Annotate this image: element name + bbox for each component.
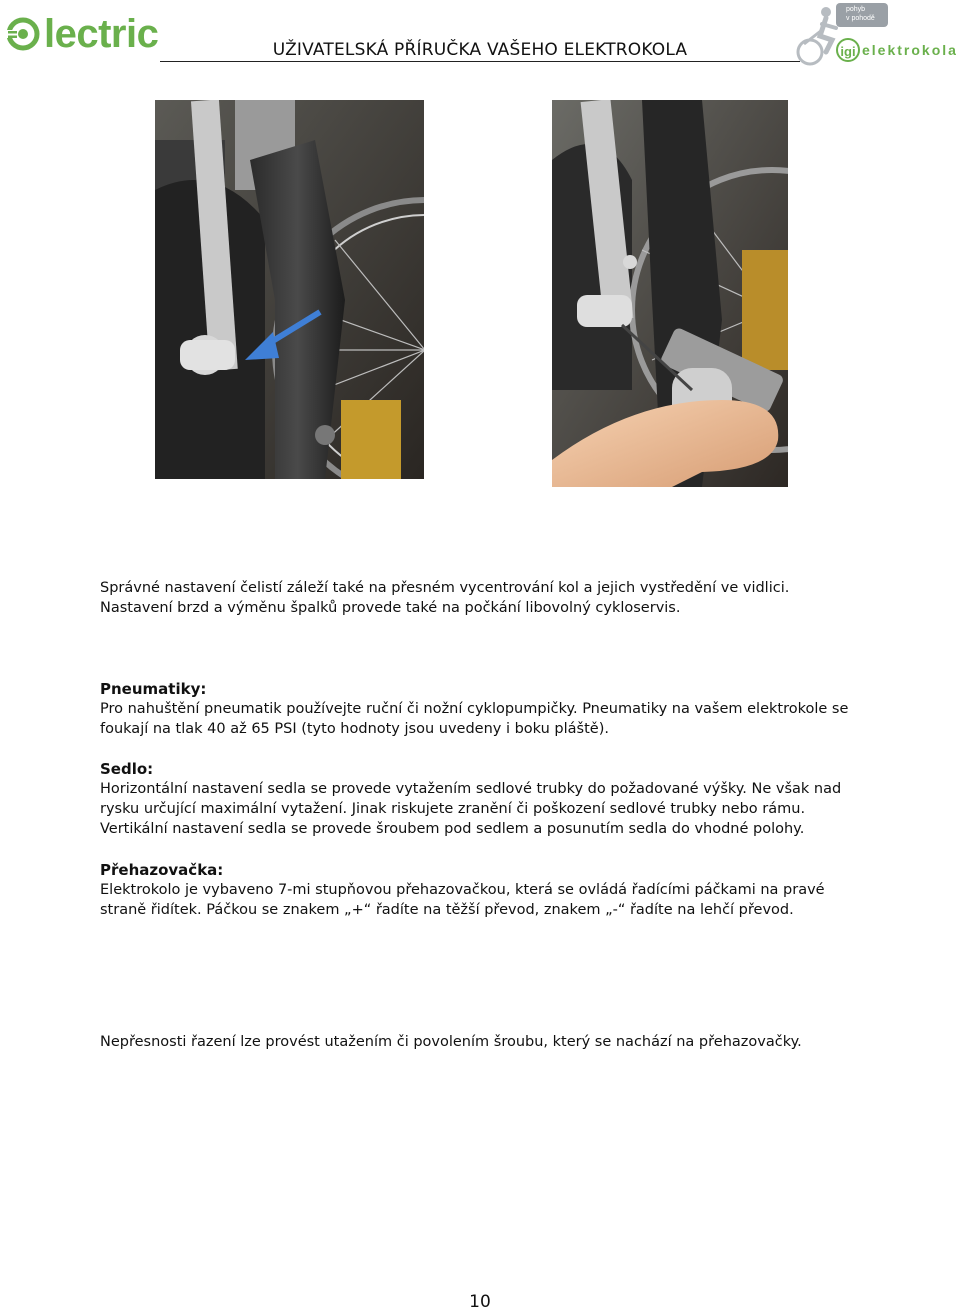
tires-line: Pro nahuštění pneumatik používejte ruční či nožní cyklopumpičky. Pneumatiky na vašem elektrokole se xyxy=(100,701,849,717)
tires-heading: Pneumatiky: xyxy=(100,680,207,698)
igi-logo xyxy=(836,38,958,62)
document-title: UŽIVATELSKÁ PŘÍRUČKA VAŠEHO ELEKTROKOLA xyxy=(272,40,688,60)
igi-mark: igi xyxy=(836,38,860,62)
slogan-line-1: pohyb xyxy=(846,6,866,13)
intro-line: Správné nastavení čelistí záleží také na přesném vycentrování kol a jejich vystředění ve vidlici. xyxy=(100,580,790,596)
page-number: 10 xyxy=(469,1292,491,1312)
derailleur-heading: Přehazovačka: xyxy=(100,861,224,879)
saddle-line: Vertikální nastavení sedla se provede šroubem pod sedlem a posunutím sedla do vhodné polohy. xyxy=(100,821,805,837)
brake-adjustment-tool-photo xyxy=(552,100,788,487)
saddle-line: Horizontální nastavení sedla se provede vytažením sedlové trubky do požadované výšky. Ne však nad xyxy=(100,781,842,797)
tires-line: foukají na tlak 40 až 65 PSI (tyto hodnoty jsou uvedeny i boku pláště). xyxy=(100,721,609,737)
saddle-line: rysku určující maximální vytažení. Jinak riskujete zranění či poškození sedlové trubky nebo rámu. xyxy=(100,801,806,817)
saddle-paragraph xyxy=(100,779,880,839)
saddle-heading: Sedlo: xyxy=(100,760,154,778)
slogan-line-2: v pohodě xyxy=(846,15,875,22)
derailleur-line: Elektrokolo je vybaveno 7-mi stupňovou přehazovačkou, která se ovládá řadícími páčkami na pravé xyxy=(100,882,825,898)
intro-line: Nastavení brzd a výměnu špalků provede také na počkání libovolný cykloservis. xyxy=(100,600,681,616)
shifting-note xyxy=(100,1032,880,1052)
plug-icon xyxy=(6,17,40,51)
slogan-bubble xyxy=(836,3,888,27)
igi-word: elektrokola xyxy=(862,42,958,58)
tires-paragraph xyxy=(100,699,880,739)
derailleur-line: straně řidítek. Páčkou se znakem „+“ řadíte na těžší převod, znakem „-“ řadíte na lehčí převod. xyxy=(100,902,794,918)
brake-caliper-photo xyxy=(155,100,424,479)
brand-name: lectric xyxy=(44,12,159,56)
intro-paragraph xyxy=(100,578,880,618)
shifting-note-line: Nepřesnosti řazení lze provést utažením či povolením šroubu, který se nachází na přehazovačky. xyxy=(100,1034,802,1050)
header-divider xyxy=(160,61,800,62)
lectric-logo xyxy=(6,14,158,54)
derailleur-paragraph xyxy=(100,880,880,920)
